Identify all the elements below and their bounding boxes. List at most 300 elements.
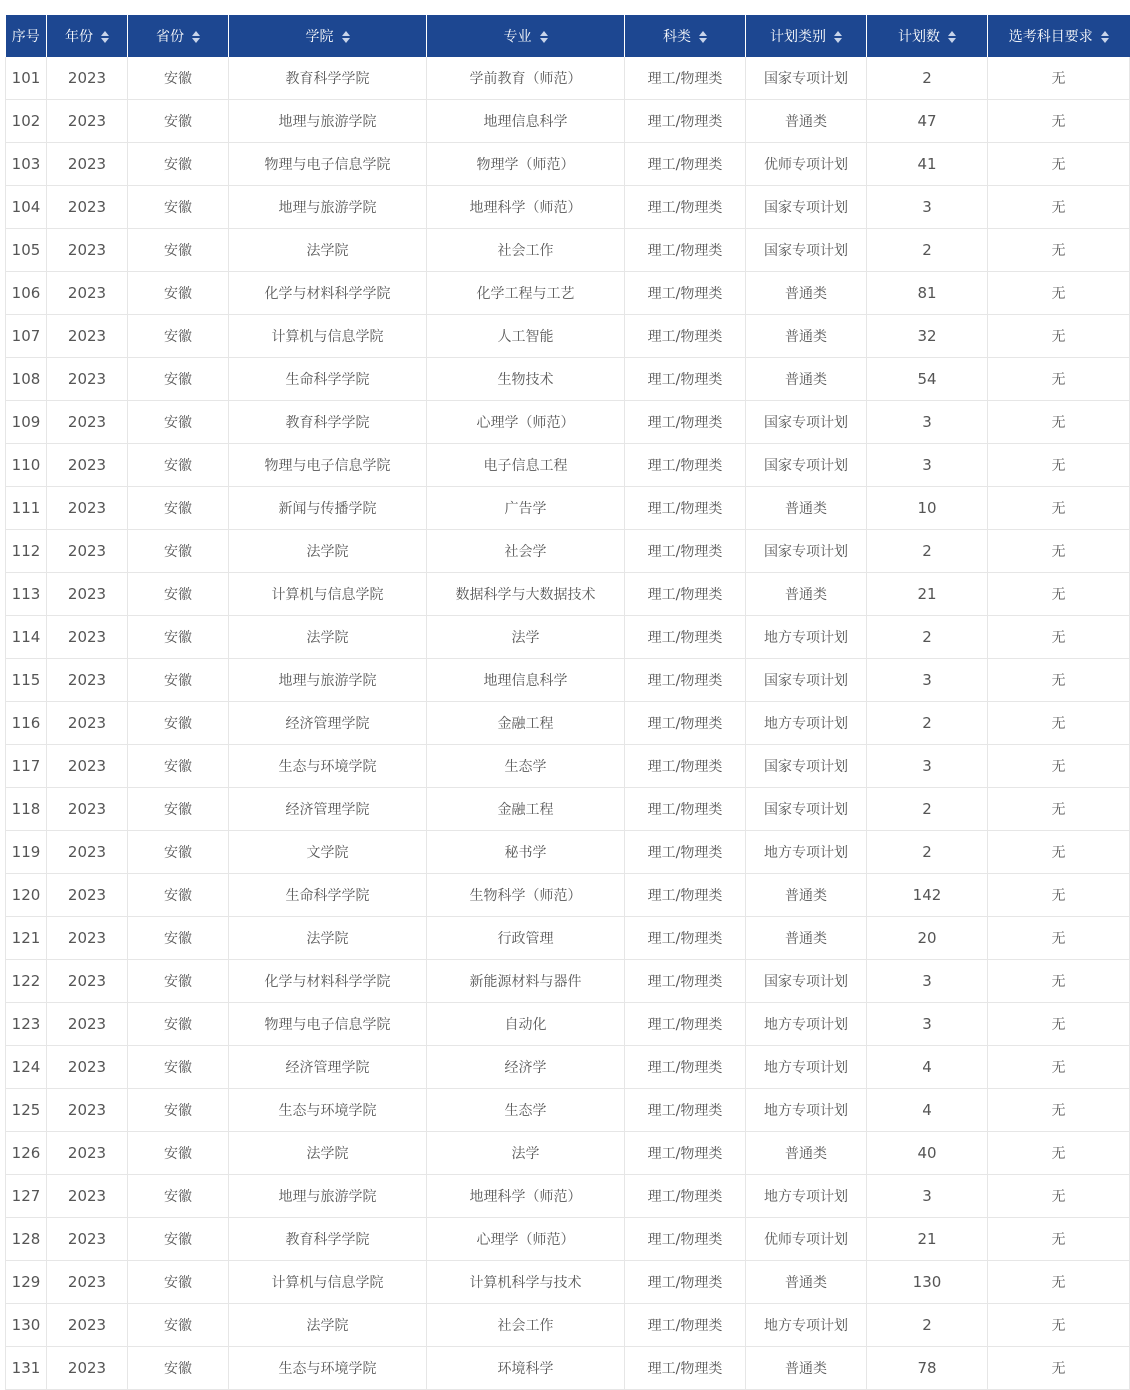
cell-plan-count: 2 xyxy=(867,616,988,659)
cell-plan-type: 普通类 xyxy=(746,1132,867,1175)
cell-plan-type: 地方专项计划 xyxy=(746,702,867,745)
cell-plan-type: 优师专项计划 xyxy=(746,1218,867,1261)
table-row xyxy=(6,960,1130,1003)
cell-college: 法学院 xyxy=(229,530,427,573)
cell-province: 安徽 xyxy=(128,745,229,788)
cell-province: 安徽 xyxy=(128,100,229,143)
cell-index: 110 xyxy=(6,444,47,487)
cell-subject-category: 理工/物理类 xyxy=(625,487,746,530)
cell-subject-category: 理工/物理类 xyxy=(625,917,746,960)
cell-plan-type: 国家专项计划 xyxy=(746,788,867,831)
cell-plan-count: 142 xyxy=(867,874,988,917)
cell-subject-category: 理工/物理类 xyxy=(625,702,746,745)
cell-index: 116 xyxy=(6,702,47,745)
cell-major: 人工智能 xyxy=(427,315,625,358)
cell-college: 物理与电子信息学院 xyxy=(229,444,427,487)
cell-subject-requirement: 无 xyxy=(988,358,1130,401)
cell-index: 108 xyxy=(6,358,47,401)
cell-subject-requirement: 无 xyxy=(988,229,1130,272)
cell-plan-type: 普通类 xyxy=(746,100,867,143)
cell-subject-category: 理工/物理类 xyxy=(625,659,746,702)
cell-subject-requirement: 无 xyxy=(988,1175,1130,1218)
cell-plan-type: 优师专项计划 xyxy=(746,143,867,186)
cell-subject-category: 理工/物理类 xyxy=(625,616,746,659)
cell-plan-type: 国家专项计划 xyxy=(746,745,867,788)
cell-major: 电子信息工程 xyxy=(427,444,625,487)
cell-year: 2023 xyxy=(47,1347,128,1390)
table-row xyxy=(6,1347,1130,1390)
table-row xyxy=(6,1089,1130,1132)
cell-year: 2023 xyxy=(47,1132,128,1175)
cell-college: 生命科学学院 xyxy=(229,358,427,401)
cell-major: 地理信息科学 xyxy=(427,659,625,702)
cell-subject-requirement: 无 xyxy=(988,831,1130,874)
cell-province: 安徽 xyxy=(128,1304,229,1347)
cell-plan-count: 2 xyxy=(867,57,988,100)
cell-province: 安徽 xyxy=(128,831,229,874)
cell-major: 法学 xyxy=(427,1132,625,1175)
cell-year: 2023 xyxy=(47,315,128,358)
column-header-plan-count[interactable] xyxy=(867,15,988,57)
cell-year: 2023 xyxy=(47,745,128,788)
cell-plan-type: 地方专项计划 xyxy=(746,1089,867,1132)
cell-subject-category: 理工/物理类 xyxy=(625,745,746,788)
cell-year: 2023 xyxy=(47,573,128,616)
column-header-index[interactable] xyxy=(6,15,47,57)
cell-plan-type: 国家专项计划 xyxy=(746,229,867,272)
cell-subject-category: 理工/物理类 xyxy=(625,831,746,874)
cell-major: 经济学 xyxy=(427,1046,625,1089)
column-header-label: 计划数 xyxy=(898,29,940,45)
cell-province: 安徽 xyxy=(128,530,229,573)
cell-college: 法学院 xyxy=(229,616,427,659)
cell-subject-category: 理工/物理类 xyxy=(625,444,746,487)
cell-plan-count: 4 xyxy=(867,1046,988,1089)
cell-subject-requirement: 无 xyxy=(988,1218,1130,1261)
cell-province: 安徽 xyxy=(128,616,229,659)
cell-year: 2023 xyxy=(47,1218,128,1261)
cell-index: 113 xyxy=(6,573,47,616)
table-row xyxy=(6,100,1130,143)
cell-index: 127 xyxy=(6,1175,47,1218)
cell-major: 生态学 xyxy=(427,1089,625,1132)
table-header-row xyxy=(6,15,1130,57)
cell-plan-type: 国家专项计划 xyxy=(746,659,867,702)
cell-year: 2023 xyxy=(47,100,128,143)
cell-subject-category: 理工/物理类 xyxy=(625,1304,746,1347)
cell-college: 法学院 xyxy=(229,1304,427,1347)
cell-major: 金融工程 xyxy=(427,788,625,831)
cell-province: 安徽 xyxy=(128,1132,229,1175)
cell-college: 物理与电子信息学院 xyxy=(229,1003,427,1046)
table-row xyxy=(6,57,1130,100)
cell-college: 经济管理学院 xyxy=(229,702,427,745)
cell-year: 2023 xyxy=(47,401,128,444)
cell-major: 地理科学（师范） xyxy=(427,1175,625,1218)
table-row xyxy=(6,315,1130,358)
cell-plan-count: 41 xyxy=(867,143,988,186)
cell-plan-count: 2 xyxy=(867,1304,988,1347)
cell-index: 118 xyxy=(6,788,47,831)
table-row xyxy=(6,358,1130,401)
cell-province: 安徽 xyxy=(128,229,229,272)
admission-plan-table-container xyxy=(5,15,1129,1390)
cell-province: 安徽 xyxy=(128,917,229,960)
table-row xyxy=(6,530,1130,573)
cell-index: 104 xyxy=(6,186,47,229)
cell-subject-requirement: 无 xyxy=(988,702,1130,745)
cell-major: 计算机科学与技术 xyxy=(427,1261,625,1304)
cell-major: 生物科学（师范） xyxy=(427,874,625,917)
cell-college: 法学院 xyxy=(229,917,427,960)
cell-college: 计算机与信息学院 xyxy=(229,573,427,616)
table-row xyxy=(6,917,1130,960)
column-header-label: 科类 xyxy=(663,29,691,45)
cell-index: 107 xyxy=(6,315,47,358)
cell-subject-requirement: 无 xyxy=(988,186,1130,229)
cell-year: 2023 xyxy=(47,659,128,702)
cell-subject-requirement: 无 xyxy=(988,57,1130,100)
cell-index: 101 xyxy=(6,57,47,100)
cell-province: 安徽 xyxy=(128,401,229,444)
cell-subject-requirement: 无 xyxy=(988,960,1130,1003)
cell-plan-type: 普通类 xyxy=(746,573,867,616)
cell-year: 2023 xyxy=(47,874,128,917)
cell-plan-count: 4 xyxy=(867,1089,988,1132)
column-header-subject-category[interactable] xyxy=(625,15,746,57)
cell-plan-type: 普通类 xyxy=(746,358,867,401)
table-row xyxy=(6,143,1130,186)
cell-plan-count: 3 xyxy=(867,960,988,1003)
table-body xyxy=(6,57,1130,1390)
cell-plan-type: 国家专项计划 xyxy=(746,401,867,444)
table-row xyxy=(6,272,1130,315)
cell-subject-requirement: 无 xyxy=(988,616,1130,659)
cell-year: 2023 xyxy=(47,358,128,401)
cell-college: 计算机与信息学院 xyxy=(229,315,427,358)
cell-college: 教育科学学院 xyxy=(229,1218,427,1261)
cell-subject-requirement: 无 xyxy=(988,874,1130,917)
cell-subject-requirement: 无 xyxy=(988,1003,1130,1046)
cell-major: 生态学 xyxy=(427,745,625,788)
table-row xyxy=(6,1003,1130,1046)
cell-major: 心理学（师范） xyxy=(427,401,625,444)
cell-subject-category: 理工/物理类 xyxy=(625,1347,746,1390)
cell-major: 化学工程与工艺 xyxy=(427,272,625,315)
cell-year: 2023 xyxy=(47,917,128,960)
cell-college: 生态与环境学院 xyxy=(229,1347,427,1390)
column-header-label: 专业 xyxy=(503,29,532,45)
cell-plan-count: 3 xyxy=(867,401,988,444)
cell-plan-count: 3 xyxy=(867,444,988,487)
cell-plan-type: 国家专项计划 xyxy=(746,960,867,1003)
cell-subject-category: 理工/物理类 xyxy=(625,1089,746,1132)
cell-subject-category: 理工/物理类 xyxy=(625,1261,746,1304)
cell-year: 2023 xyxy=(47,143,128,186)
cell-index: 117 xyxy=(6,745,47,788)
cell-plan-type: 国家专项计划 xyxy=(746,530,867,573)
cell-plan-count: 81 xyxy=(867,272,988,315)
table-row xyxy=(6,745,1130,788)
sort-icon[interactable] xyxy=(192,31,200,43)
cell-major: 社会工作 xyxy=(427,1304,625,1347)
cell-year: 2023 xyxy=(47,530,128,573)
table-row xyxy=(6,659,1130,702)
cell-subject-requirement: 无 xyxy=(988,272,1130,315)
cell-plan-type: 地方专项计划 xyxy=(746,1304,867,1347)
cell-index: 105 xyxy=(6,229,47,272)
table-row xyxy=(6,1175,1130,1218)
cell-year: 2023 xyxy=(47,57,128,100)
table-row xyxy=(6,874,1130,917)
cell-subject-category: 理工/物理类 xyxy=(625,358,746,401)
cell-plan-count: 21 xyxy=(867,573,988,616)
cell-plan-type: 地方专项计划 xyxy=(746,1046,867,1089)
cell-major: 社会工作 xyxy=(427,229,625,272)
cell-subject-requirement: 无 xyxy=(988,1089,1130,1132)
cell-plan-type: 国家专项计划 xyxy=(746,186,867,229)
cell-subject-requirement: 无 xyxy=(988,788,1130,831)
cell-index: 125 xyxy=(6,1089,47,1132)
cell-college: 地理与旅游学院 xyxy=(229,659,427,702)
cell-subject-requirement: 无 xyxy=(988,573,1130,616)
cell-plan-type: 普通类 xyxy=(746,1261,867,1304)
cell-plan-count: 40 xyxy=(867,1132,988,1175)
table-row xyxy=(6,229,1130,272)
cell-index: 123 xyxy=(6,1003,47,1046)
cell-major: 广告学 xyxy=(427,487,625,530)
cell-subject-category: 理工/物理类 xyxy=(625,960,746,1003)
cell-subject-category: 理工/物理类 xyxy=(625,788,746,831)
cell-index: 106 xyxy=(6,272,47,315)
cell-province: 安徽 xyxy=(128,1218,229,1261)
column-header-major[interactable] xyxy=(427,15,625,57)
sort-icon[interactable] xyxy=(342,31,350,43)
cell-index: 121 xyxy=(6,917,47,960)
cell-plan-count: 20 xyxy=(867,917,988,960)
cell-province: 安徽 xyxy=(128,659,229,702)
table-row xyxy=(6,1218,1130,1261)
cell-index: 112 xyxy=(6,530,47,573)
cell-plan-count: 130 xyxy=(867,1261,988,1304)
cell-college: 法学院 xyxy=(229,229,427,272)
column-header-plan-type[interactable] xyxy=(746,15,867,57)
cell-subject-requirement: 无 xyxy=(988,1132,1130,1175)
cell-plan-count: 21 xyxy=(867,1218,988,1261)
sort-icon[interactable] xyxy=(1101,31,1109,43)
cell-year: 2023 xyxy=(47,444,128,487)
sort-icon[interactable] xyxy=(540,31,548,43)
table-row xyxy=(6,401,1130,444)
table-row xyxy=(6,444,1130,487)
table-row xyxy=(6,1046,1130,1089)
column-header-label: 序号 xyxy=(11,29,40,45)
cell-index: 103 xyxy=(6,143,47,186)
cell-index: 122 xyxy=(6,960,47,1003)
cell-province: 安徽 xyxy=(128,960,229,1003)
cell-college: 教育科学学院 xyxy=(229,401,427,444)
table-row xyxy=(6,1304,1130,1347)
cell-plan-type: 国家专项计划 xyxy=(746,444,867,487)
cell-plan-type: 地方专项计划 xyxy=(746,831,867,874)
cell-index: 102 xyxy=(6,100,47,143)
cell-index: 124 xyxy=(6,1046,47,1089)
table-row xyxy=(6,616,1130,659)
cell-subject-requirement: 无 xyxy=(988,659,1130,702)
sort-icon[interactable] xyxy=(948,31,956,43)
cell-subject-category: 理工/物理类 xyxy=(625,1175,746,1218)
cell-province: 安徽 xyxy=(128,702,229,745)
cell-index: 111 xyxy=(6,487,47,530)
cell-subject-category: 理工/物理类 xyxy=(625,530,746,573)
cell-subject-requirement: 无 xyxy=(988,917,1130,960)
cell-major: 生物技术 xyxy=(427,358,625,401)
cell-plan-type: 普通类 xyxy=(746,917,867,960)
sort-icon[interactable] xyxy=(101,31,109,43)
cell-plan-type: 普通类 xyxy=(746,315,867,358)
cell-province: 安徽 xyxy=(128,573,229,616)
column-header-label: 省份 xyxy=(156,29,184,45)
cell-subject-category: 理工/物理类 xyxy=(625,186,746,229)
cell-plan-count: 47 xyxy=(867,100,988,143)
cell-subject-category: 理工/物理类 xyxy=(625,229,746,272)
cell-plan-count: 2 xyxy=(867,831,988,874)
cell-index: 120 xyxy=(6,874,47,917)
cell-subject-category: 理工/物理类 xyxy=(625,272,746,315)
cell-province: 安徽 xyxy=(128,1003,229,1046)
column-header-college[interactable] xyxy=(229,15,427,57)
cell-province: 安徽 xyxy=(128,358,229,401)
cell-subject-category: 理工/物理类 xyxy=(625,1218,746,1261)
cell-major: 物理学（师范） xyxy=(427,143,625,186)
cell-college: 化学与材料科学学院 xyxy=(229,960,427,1003)
cell-college: 生命科学学院 xyxy=(229,874,427,917)
cell-subject-requirement: 无 xyxy=(988,401,1130,444)
cell-year: 2023 xyxy=(47,229,128,272)
cell-major: 新能源材料与器件 xyxy=(427,960,625,1003)
cell-year: 2023 xyxy=(47,960,128,1003)
column-header-subject-requirement[interactable] xyxy=(988,15,1130,57)
cell-college: 生态与环境学院 xyxy=(229,745,427,788)
cell-subject-requirement: 无 xyxy=(988,487,1130,530)
cell-plan-type: 地方专项计划 xyxy=(746,616,867,659)
cell-plan-type: 国家专项计划 xyxy=(746,57,867,100)
cell-index: 128 xyxy=(6,1218,47,1261)
cell-province: 安徽 xyxy=(128,315,229,358)
table-row xyxy=(6,788,1130,831)
cell-subject-requirement: 无 xyxy=(988,100,1130,143)
cell-subject-requirement: 无 xyxy=(988,1304,1130,1347)
cell-year: 2023 xyxy=(47,1261,128,1304)
table-row xyxy=(6,831,1130,874)
cell-province: 安徽 xyxy=(128,1261,229,1304)
cell-year: 2023 xyxy=(47,616,128,659)
cell-subject-requirement: 无 xyxy=(988,745,1130,788)
cell-plan-type: 普通类 xyxy=(746,487,867,530)
cell-college: 教育科学学院 xyxy=(229,57,427,100)
cell-year: 2023 xyxy=(47,702,128,745)
cell-plan-count: 2 xyxy=(867,229,988,272)
cell-plan-count: 2 xyxy=(867,788,988,831)
table-row xyxy=(6,487,1130,530)
cell-index: 131 xyxy=(6,1347,47,1390)
cell-plan-count: 78 xyxy=(867,1347,988,1390)
cell-province: 安徽 xyxy=(128,1089,229,1132)
cell-index: 114 xyxy=(6,616,47,659)
cell-subject-category: 理工/物理类 xyxy=(625,100,746,143)
cell-college: 计算机与信息学院 xyxy=(229,1261,427,1304)
cell-major: 学前教育（师范） xyxy=(427,57,625,100)
cell-plan-type: 地方专项计划 xyxy=(746,1175,867,1218)
cell-subject-category: 理工/物理类 xyxy=(625,57,746,100)
cell-plan-count: 3 xyxy=(867,1175,988,1218)
cell-college: 经济管理学院 xyxy=(229,1046,427,1089)
cell-subject-category: 理工/物理类 xyxy=(625,315,746,358)
cell-subject-requirement: 无 xyxy=(988,1261,1130,1304)
cell-province: 安徽 xyxy=(128,788,229,831)
cell-subject-requirement: 无 xyxy=(988,143,1130,186)
cell-index: 129 xyxy=(6,1261,47,1304)
cell-province: 安徽 xyxy=(128,186,229,229)
cell-college: 法学院 xyxy=(229,1132,427,1175)
cell-plan-count: 3 xyxy=(867,659,988,702)
sort-icon[interactable] xyxy=(699,31,707,43)
cell-year: 2023 xyxy=(47,1089,128,1132)
cell-plan-type: 普通类 xyxy=(746,1347,867,1390)
cell-subject-category: 理工/物理类 xyxy=(625,143,746,186)
cell-major: 地理信息科学 xyxy=(427,100,625,143)
cell-major: 心理学（师范） xyxy=(427,1218,625,1261)
cell-subject-category: 理工/物理类 xyxy=(625,1132,746,1175)
cell-subject-requirement: 无 xyxy=(988,1046,1130,1089)
column-header-province[interactable] xyxy=(128,15,229,57)
cell-year: 2023 xyxy=(47,272,128,315)
cell-college: 物理与电子信息学院 xyxy=(229,143,427,186)
cell-college: 地理与旅游学院 xyxy=(229,1175,427,1218)
cell-year: 2023 xyxy=(47,487,128,530)
cell-college: 化学与材料科学学院 xyxy=(229,272,427,315)
cell-province: 安徽 xyxy=(128,1175,229,1218)
cell-college: 新闻与传播学院 xyxy=(229,487,427,530)
cell-subject-requirement: 无 xyxy=(988,444,1130,487)
cell-major: 数据科学与大数据技术 xyxy=(427,573,625,616)
cell-major: 地理科学（师范） xyxy=(427,186,625,229)
cell-index: 126 xyxy=(6,1132,47,1175)
cell-major: 秘书学 xyxy=(427,831,625,874)
cell-major: 自动化 xyxy=(427,1003,625,1046)
column-header-label: 年份 xyxy=(65,29,93,45)
cell-subject-category: 理工/物理类 xyxy=(625,1046,746,1089)
cell-year: 2023 xyxy=(47,831,128,874)
cell-province: 安徽 xyxy=(128,143,229,186)
cell-index: 119 xyxy=(6,831,47,874)
cell-major: 金融工程 xyxy=(427,702,625,745)
cell-index: 109 xyxy=(6,401,47,444)
sort-icon[interactable] xyxy=(834,31,842,43)
cell-province: 安徽 xyxy=(128,487,229,530)
column-header-year[interactable] xyxy=(47,15,128,57)
cell-plan-type: 普通类 xyxy=(746,874,867,917)
cell-plan-count: 54 xyxy=(867,358,988,401)
cell-province: 安徽 xyxy=(128,874,229,917)
cell-plan-count: 2 xyxy=(867,702,988,745)
cell-major: 行政管理 xyxy=(427,917,625,960)
table-row xyxy=(6,573,1130,616)
cell-plan-count: 10 xyxy=(867,487,988,530)
cell-subject-requirement: 无 xyxy=(988,315,1130,358)
cell-province: 安徽 xyxy=(128,1046,229,1089)
cell-subject-category: 理工/物理类 xyxy=(625,573,746,616)
